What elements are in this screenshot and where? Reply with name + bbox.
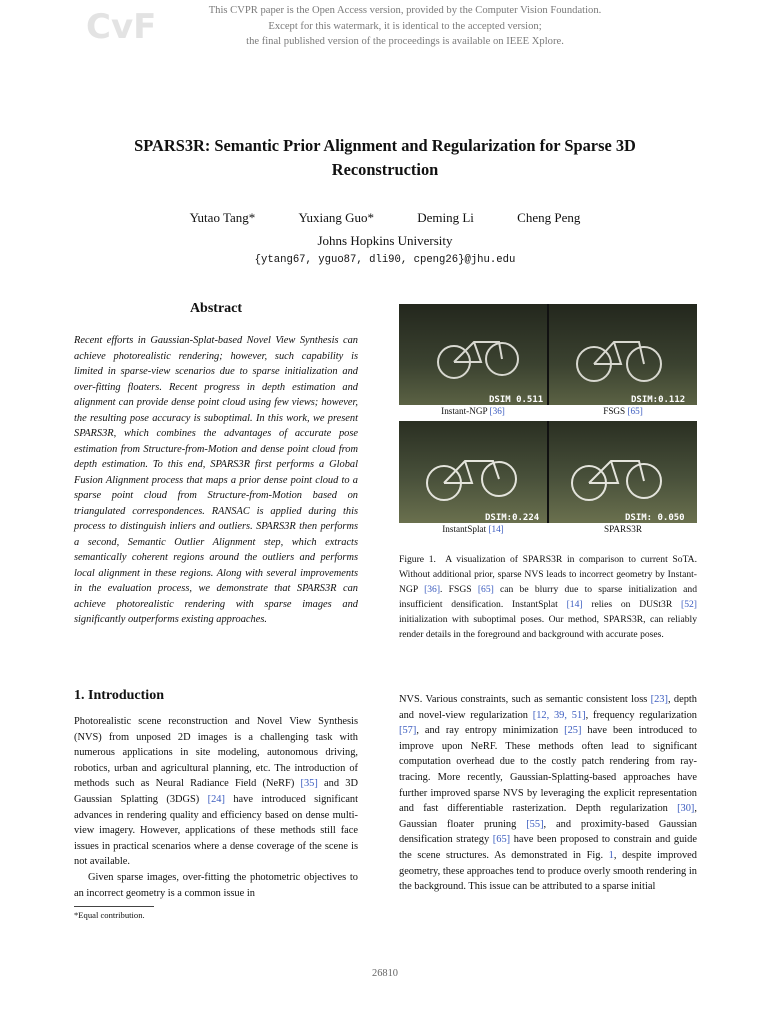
citation-link[interactable]: [23] — [650, 694, 668, 705]
figure-image-bottom — [399, 421, 697, 523]
panel-label-text: FSGS — [603, 406, 626, 416]
dsim-metric: DSIM:0.224 — [485, 513, 540, 523]
author-list — [0, 208, 770, 228]
panel-label — [399, 523, 547, 535]
text-run: have been introduced to improve upon NeRF. These methods often lead to significant computation overhead due to the costly patch rendering from ray-tracing. More recently, Gaussian-Splatting-based approaches have further improved sparse NVS by leveraging the explicit representation and fast differentiable rasterization. Depth regularization — [399, 725, 697, 815]
author-emails: {ytang67, yguo87, dli90, cpeng26}@jhu.edu — [254, 254, 516, 266]
text-run: , and proximity-based Gaussian densification strategy — [399, 818, 698, 846]
text-run: have introduced significant advances in rendering quality and efficiency based on dense multi-view imagery. However, applications of these methods still face issues in practical scenarios where a dense coverage of the scene is not available. — [74, 793, 359, 868]
footnote-divider — [74, 906, 154, 907]
introduction-right-column — [399, 692, 697, 895]
panel-label — [399, 405, 547, 417]
citation-link[interactable]: [14] — [566, 599, 583, 610]
dsim-metric: DSIM: 0.050 — [625, 513, 685, 523]
text-run: initialization with suboptimal poses. Our method, SPARS3R, can reliably render details in the foreground and background with accurate poses. — [399, 614, 697, 640]
watermark-line: the final published version of the proceedings is available on IEEE Xplore. — [246, 36, 564, 47]
caption-label: Figure 1. — [399, 554, 436, 565]
bicycle-render-image — [399, 421, 697, 523]
page-number: 26810 — [372, 968, 398, 979]
citation-link[interactable]: [25] — [564, 725, 582, 737]
author-name: Deming Li — [417, 210, 474, 225]
text-run: and 3D Gaussian Splatting (3DGS) — [74, 778, 358, 805]
section-heading-introduction: 1. Introduction — [74, 688, 164, 703]
text-run: A visualization of SPARS3R in comparison to current SoTA. Without additional prior, sparse NVS leads to incorrect geometry by Instant-NGP — [399, 554, 697, 595]
citation-link[interactable]: [65] — [627, 406, 643, 416]
citation-link[interactable]: [12, 39, 51] — [532, 709, 586, 721]
citation-link[interactable]: [65] — [492, 834, 511, 846]
panel-label-text: Instant-NGP — [441, 406, 488, 416]
citation-link[interactable]: [65] — [477, 584, 494, 595]
dsim-metric: DSIM:0.112 — [631, 395, 686, 405]
footnote: *Equal contribution. — [74, 910, 145, 920]
citation-link[interactable]: [14] — [488, 524, 504, 534]
watermark-notice — [150, 3, 660, 50]
watermark-line: This CVPR paper is the Open Access version, provided by the Computer Vision Foundation. — [208, 5, 602, 16]
text-run: have been proposed to constrain and guide the scene structures. As demonstrated in Fig. — [399, 834, 697, 861]
abstract-text: Recent efforts in Gaussian-Splat-based Novel View Synthesis can achieve photorealistic rendering; however, such capability is limited in sparse-view scenarios due to sparse initialization and over-fitting floaters. Recent progress in depth estimation and alignment can provide dense point cloud using few views; however, the resulting pose accuracy is suboptimal. In this work, we present SPARS3R, which combines the advantages of accurate pose estimation from Structure-from-Motion and dense point cloud from depth estimation. To this end, SPARS3R first performs a Global Fusion Alignment process that maps a prior dense point cloud to a sparse point cloud from Structure-from-Motion based on triangulated correspondences. RANSAC is applied during this process to distinguish inliers and outliers. SPARS3R then performs a second, Semantic Outlier Alignment step, which extracts semantically coherent regions around the outliers and performs local alignment in these regions. Along with several improvements in the evaluation process, we demonstrate that SPARS3R can achieve photorealistic rendering with sparse images and significantly outperforms existing approaches. — [74, 335, 358, 625]
author-name: Yuxiang Guo* — [298, 210, 374, 225]
text-run: NVS. Various constraints, such as semantic consistent loss — [399, 694, 651, 705]
text-run: , despite improved geometry, these approaches tend to produce overly smooth rendering in the background. This issue can be attributed to a sparse initial — [399, 849, 697, 893]
paragraph — [399, 692, 697, 895]
title-line: SPARS3R: Semantic Prior Alignment and Regularization for Sparse 3D — [134, 136, 636, 155]
text-run: can be blurry due to sparse initialization and insufficient densification. InstantSplat — [399, 584, 698, 610]
panel-label — [549, 523, 697, 535]
paper-title — [60, 134, 710, 182]
text-run: , frequency regularization — [585, 709, 697, 721]
cvf-logo-icon — [84, 6, 157, 47]
text-run: , Gaussian floater pruning — [399, 803, 697, 830]
watermark-line: Except for this watermark, it is identical to the accepted version; — [268, 20, 542, 32]
text-run: Photorealistic scene reconstruction and Novel View Synthesis (NVS) from unposed 2D images is a challenging task with numerous applications in site modeling, autonomous driving, robotics, urban and agricultural planning, etc. The introduction of methods such as Neural Radiance Field (NeRF) — [74, 716, 358, 790]
panel-label-text: InstantSplat — [442, 524, 487, 534]
citation-link[interactable]: [30] — [677, 803, 695, 815]
citation-link[interactable]: [52] — [681, 599, 697, 610]
citation-link[interactable]: [36] — [489, 406, 505, 416]
figure-image-top — [399, 304, 697, 405]
citation-link[interactable]: [24] — [207, 793, 225, 805]
figure-caption — [399, 552, 697, 642]
text-run: , and ray entropy minimization — [416, 725, 565, 737]
caption-text — [399, 554, 697, 640]
introduction-left-column — [74, 714, 358, 901]
paragraph — [74, 870, 358, 901]
text-run: . FSGS — [440, 584, 478, 595]
paragraph — [74, 714, 358, 870]
text-run: relies on DUSt3R — [582, 599, 682, 610]
panel-label — [549, 405, 697, 417]
bicycle-render-image — [399, 304, 697, 405]
affiliation: Johns Hopkins University — [317, 233, 453, 248]
cvf-logo-text: CvF — [86, 7, 157, 47]
citation-link[interactable]: [36] — [424, 584, 441, 595]
author-name: Yutao Tang* — [189, 210, 256, 225]
panel-label-text: SPARS3R — [604, 524, 642, 534]
citation-link[interactable]: [57] — [399, 725, 417, 737]
abstract-heading: Abstract — [189, 301, 243, 316]
citation-link[interactable]: [35] — [300, 778, 318, 790]
title-line: Reconstruction — [331, 160, 439, 179]
citation-link[interactable]: [55] — [526, 818, 544, 830]
citation-link[interactable]: 1 — [608, 849, 614, 861]
text-run: , depth and novel-view regularization — [399, 694, 697, 721]
author-name: Cheng Peng — [517, 210, 581, 225]
dsim-metric: DSIM 0.511 — [489, 395, 544, 405]
text-run: Given sparse images, over-fitting the photometric objectives to an incorrect geometry is a common issue in — [74, 871, 358, 899]
